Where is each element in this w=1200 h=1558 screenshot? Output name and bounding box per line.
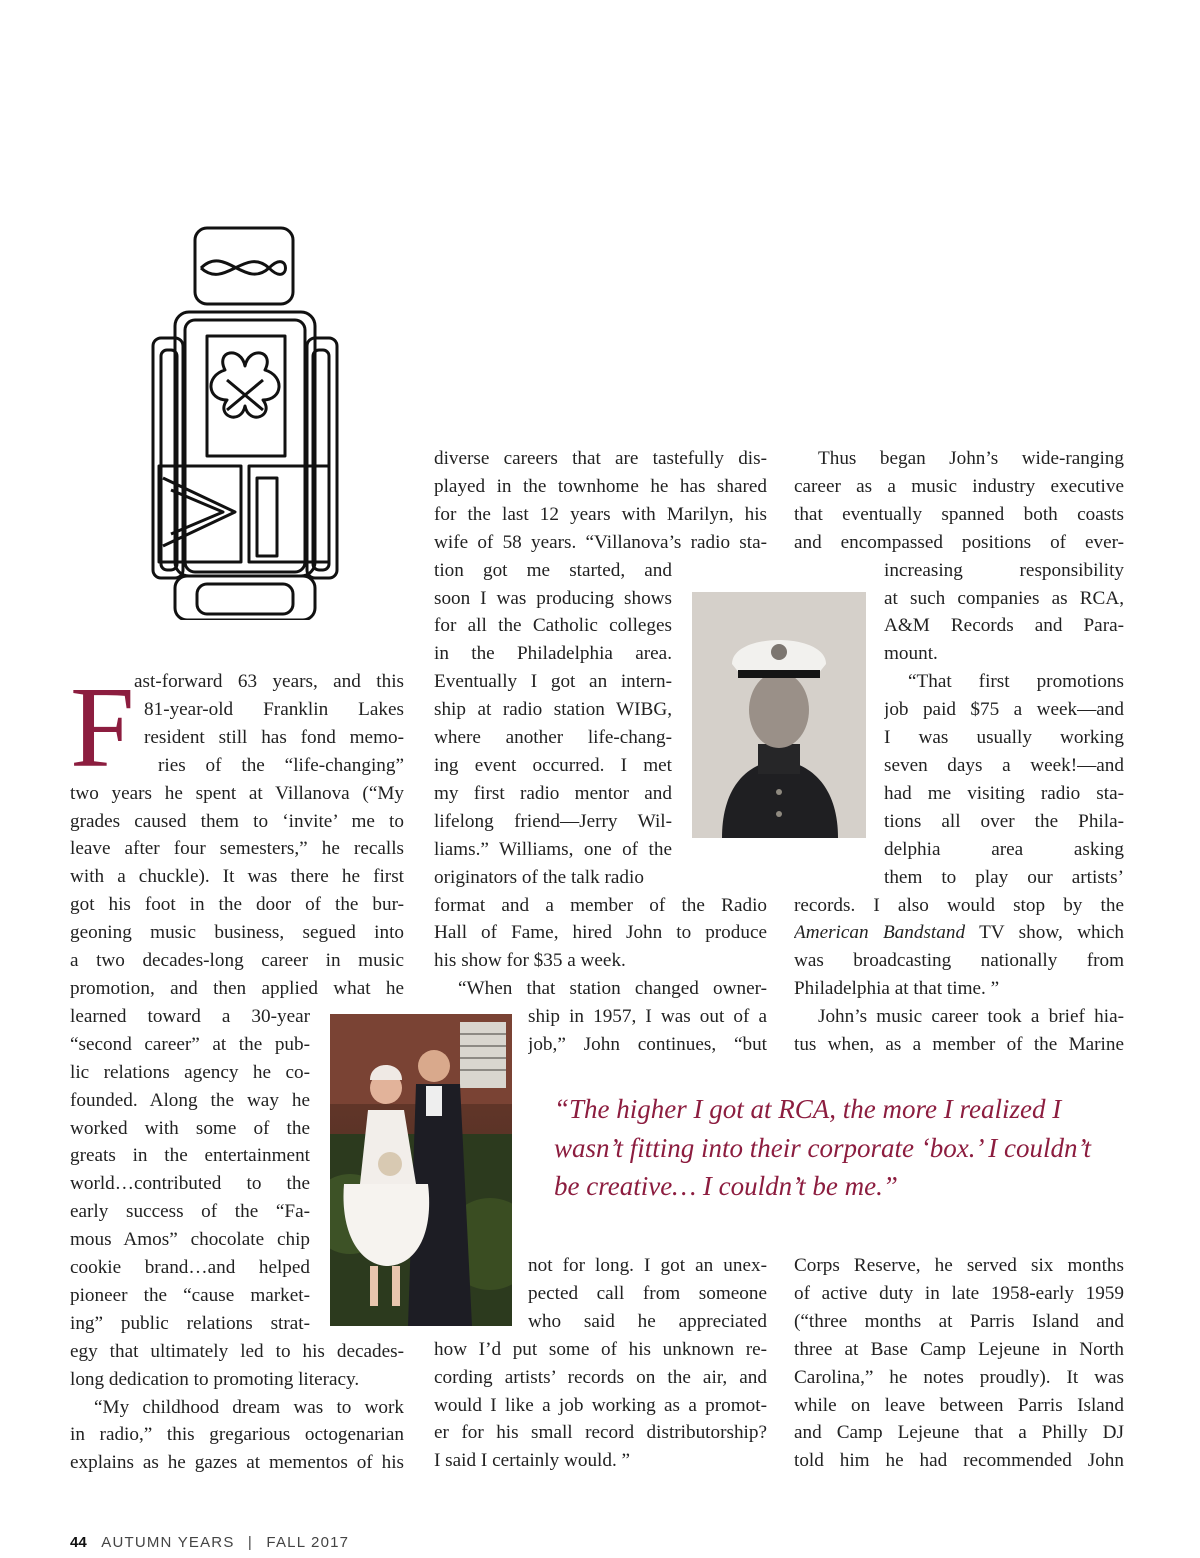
text-line: geoning music business, segued into bbox=[70, 922, 404, 944]
text-line: diverse careers that are tastefully dis- bbox=[434, 448, 767, 469]
article-column-3-continued bbox=[794, 1252, 1124, 1475]
text-line: long dedication to promoting literacy. bbox=[70, 1368, 360, 1390]
page-footer bbox=[70, 1534, 349, 1551]
text-line: learned toward a 30-year bbox=[70, 1005, 310, 1027]
footer-separator: | bbox=[247, 1534, 254, 1551]
text-line: tions all over the Phila- bbox=[884, 810, 1124, 832]
pull-quote-line: wasn’t fitting into their corporate ‘box.’ I couldn’t bbox=[554, 1132, 1091, 1163]
article-column-3 bbox=[794, 445, 1124, 1059]
text-line: two years he spent at Villanova (“My bbox=[70, 782, 404, 804]
text-line: pioneer the “cause market- bbox=[70, 1284, 310, 1306]
publication-name: AUTUMN YEARS bbox=[101, 1534, 235, 1551]
show-title: American Bandstand bbox=[794, 922, 966, 944]
text-line: leave after four semesters,” he recalls bbox=[70, 838, 404, 860]
pull-quote-line: “The higher I got at RCA, the more I realized I bbox=[554, 1094, 1062, 1124]
text-line bbox=[794, 919, 1124, 947]
text-line: ship in 1957, I was out of a bbox=[528, 1006, 767, 1028]
drop-cap: F bbox=[70, 664, 135, 792]
text-line: of active duty in late 1958-early 1959 bbox=[794, 1282, 1124, 1304]
text-line: ing event occurred. I met bbox=[434, 754, 672, 776]
text-line: originators of the talk radio bbox=[434, 866, 644, 888]
text-line: seven days a week!—and bbox=[884, 754, 1124, 776]
text-line: Hall of Fame, hired John to produce bbox=[434, 922, 767, 944]
text-line: for the last 12 years with Marilyn, his bbox=[434, 503, 767, 525]
text-line: had me visiting radio sta- bbox=[884, 782, 1124, 804]
text-fragment: TV show, which bbox=[979, 922, 1124, 944]
text-line: ing” public relations strat- bbox=[70, 1312, 310, 1334]
text-line: ship at radio station WIBG, bbox=[434, 699, 672, 721]
text-line: Thus began John’s wide-ranging bbox=[818, 448, 1124, 469]
text-line: (“three months at Parris Island and bbox=[794, 1310, 1124, 1332]
text-line: Eventually I got an intern- bbox=[434, 671, 672, 693]
text-line: told him he had recommended John bbox=[794, 1450, 1124, 1472]
text-line: his show for $35 a week. bbox=[434, 950, 626, 972]
text-line: records. I also would stop by the bbox=[794, 894, 1124, 916]
text-line: a two decades-long career in music bbox=[70, 950, 404, 972]
text-line: would I like a job working as a promot- bbox=[434, 1394, 767, 1416]
text-line: how I’d put some of his unknown re- bbox=[434, 1338, 767, 1360]
text-line: pected call from someone bbox=[528, 1282, 767, 1304]
text-line: for all the Catholic colleges bbox=[434, 615, 672, 637]
issue-date: FALL 2017 bbox=[266, 1534, 350, 1551]
text-line: career as a music industry executive bbox=[794, 475, 1124, 497]
text-line: wife of 58 years. “Villanova’s radio sta- bbox=[434, 531, 767, 553]
pull-quote-line: be creative… I couldn’t be me.” bbox=[554, 1171, 898, 1201]
text-line: job paid $75 a week—and bbox=[884, 699, 1124, 721]
text-line: resident still has fond memo- bbox=[144, 726, 404, 748]
text-line: greats in the entertainment bbox=[70, 1145, 310, 1167]
text-line: mount. bbox=[884, 643, 938, 665]
text-line: tion got me started, and bbox=[434, 559, 672, 581]
text-line: “second career” at the pub- bbox=[70, 1033, 310, 1055]
villanova-emblem-logo bbox=[145, 220, 345, 620]
text-line: cookie brand…and helped bbox=[70, 1257, 310, 1279]
text-line: lic relations agency he co- bbox=[70, 1061, 310, 1083]
text-line: worked with some of the bbox=[70, 1117, 310, 1139]
text-line: who said he appreciated bbox=[528, 1310, 767, 1332]
text-line: increasing responsibility bbox=[884, 559, 1124, 581]
page-number: 44 bbox=[70, 1534, 87, 1551]
text-line: world…contributed to the bbox=[70, 1173, 310, 1195]
text-line: ast-forward 63 years, and this bbox=[134, 671, 404, 692]
text-line: A&M Records and Para- bbox=[884, 615, 1124, 637]
text-line: explains as he gazes at mementos of his bbox=[70, 1452, 404, 1474]
text-line: mous Amos” chocolate chip bbox=[70, 1229, 310, 1251]
text-line: played in the townhome he has shared bbox=[434, 475, 767, 497]
text-line: lifelong friend—Jerry Wil- bbox=[434, 810, 672, 832]
text-line: liams.” Williams, one of the bbox=[434, 838, 672, 860]
text-line: my first radio mentor and bbox=[434, 782, 672, 804]
text-line: cording artists’ records on the air, and bbox=[434, 1366, 767, 1388]
text-line: tus when, as a member of the Marine bbox=[794, 1034, 1124, 1056]
text-line: early success of the “Fa- bbox=[70, 1201, 310, 1223]
text-line: job,” John continues, “but bbox=[528, 1034, 767, 1056]
text-line: was broadcasting nationally from bbox=[794, 950, 1124, 972]
text-line: founded. Along the way he bbox=[70, 1089, 310, 1111]
text-line: with a chuckle). It was there he first bbox=[70, 866, 404, 888]
text-line: 81-year-old Franklin Lakes bbox=[144, 698, 404, 720]
text-line: while on leave between Parris Island bbox=[794, 1394, 1124, 1416]
text-line: in the Philadelphia area. bbox=[434, 643, 672, 665]
text-line: and Camp Lejeune that a Philly DJ bbox=[794, 1422, 1124, 1444]
text-line: format and a member of the Radio bbox=[434, 894, 767, 916]
text-line: John’s music career took a brief hia- bbox=[818, 1006, 1124, 1028]
text-line: not for long. I got an unex- bbox=[528, 1255, 767, 1276]
text-line: promotion, and then applied what he bbox=[70, 977, 404, 999]
text-line: Carolina,” he notes proudly). It was bbox=[794, 1366, 1124, 1388]
text-line: Philadelphia at that time. ” bbox=[794, 978, 1000, 1000]
text-line: Corps Reserve, he served six months bbox=[794, 1255, 1124, 1276]
text-line: “My childhood dream was to work bbox=[94, 1396, 404, 1418]
article-column-2-continued bbox=[434, 1252, 767, 1475]
text-line: grades caused them to ‘invite’ me to bbox=[70, 810, 404, 832]
pull-quote bbox=[554, 1090, 1094, 1206]
text-line: three at Base Camp Lejeune in North bbox=[794, 1338, 1124, 1360]
text-line: and encompassed positions of ever- bbox=[794, 531, 1124, 553]
text-line: got his foot in the door of the bur- bbox=[70, 894, 404, 916]
text-line: that eventually spanned both coasts bbox=[794, 503, 1124, 525]
text-line: “When that station changed owner- bbox=[458, 978, 767, 1000]
text-line: egy that ultimately led to his decades- bbox=[70, 1340, 404, 1362]
text-line: “That first promotions bbox=[908, 671, 1124, 693]
text-line: ries of the “life-changing” bbox=[158, 754, 404, 776]
text-line: er for his small record distributorship? bbox=[434, 1422, 767, 1444]
text-line: in radio,” this gregarious octogenarian bbox=[70, 1424, 404, 1446]
text-line: soon I was producing shows bbox=[434, 587, 672, 609]
text-line: I said I certainly would. ” bbox=[434, 1450, 631, 1472]
text-line: them to play our artists’ bbox=[884, 866, 1124, 888]
text-line: at such companies as RCA, bbox=[884, 587, 1124, 609]
text-line: where another life-chang- bbox=[434, 727, 672, 749]
text-line: delphia area asking bbox=[884, 838, 1124, 860]
text-line: I was usually working bbox=[884, 727, 1124, 749]
